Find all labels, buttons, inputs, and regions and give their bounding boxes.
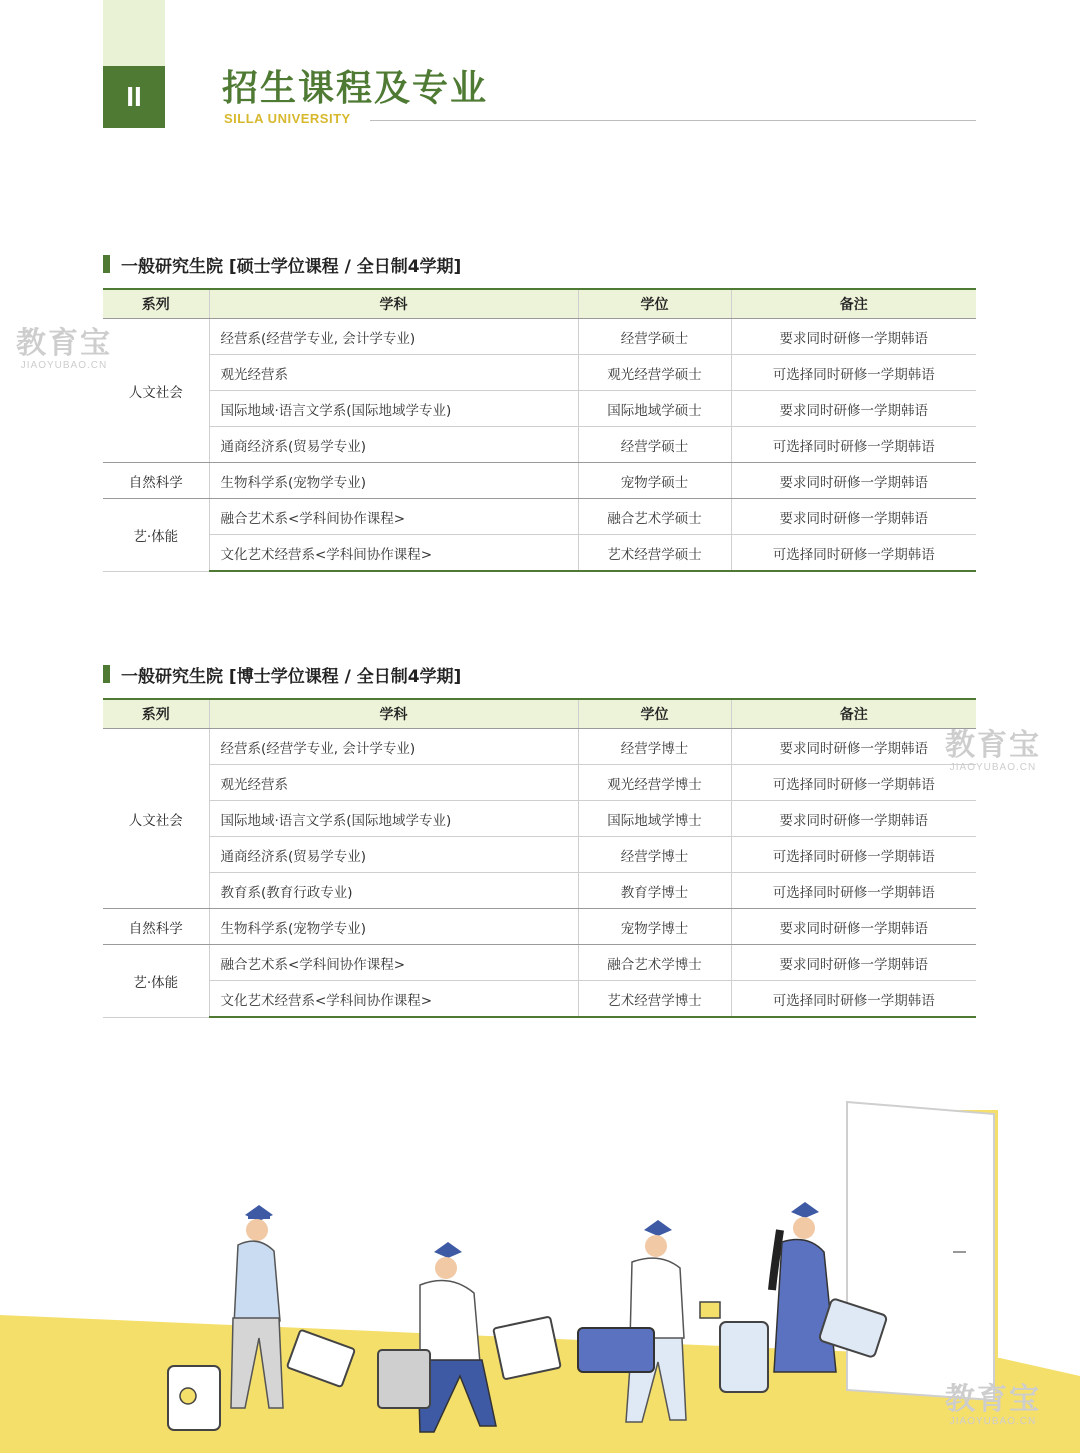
note-cell: 要求同时研修一学期韩语	[731, 909, 976, 945]
doctoral-section-heading	[103, 664, 462, 687]
note-cell: 可选择同时研修一学期韩语	[731, 355, 976, 391]
bag-icon	[578, 1328, 654, 1372]
lightbulb-icon	[180, 1388, 196, 1404]
watermark-mid-right: 教育宝 JIAOYUBAO.CN	[945, 728, 1041, 773]
title-divider	[370, 120, 976, 121]
subject-cell: 通商经济系(贸易学专业)	[209, 427, 578, 463]
note-cell: 要求同时研修一学期韩语	[731, 499, 976, 535]
subject-cell: 国际地域·语言文学系(国际地域学专业)	[209, 801, 578, 837]
graduation-cap-icon	[791, 1202, 819, 1218]
degree-cell: 经营学博士	[578, 837, 731, 873]
bag-icon	[378, 1350, 430, 1408]
col-header-series: 系列	[103, 289, 209, 319]
note-cell: 要求同时研修一学期韩语	[731, 801, 976, 837]
subject-cell: 生物科学系(宠物学专业)	[209, 909, 578, 945]
watermark-top-left: 教育宝 JIAOYUBAO.CN	[16, 326, 112, 371]
degree-cell: 宠物学博士	[578, 909, 731, 945]
box-icon	[493, 1317, 561, 1380]
note-cell: 可选择同时研修一学期韩语	[731, 535, 976, 572]
suitcase-icon	[720, 1322, 768, 1392]
graduation-cap-icon	[644, 1220, 672, 1236]
degree-cell: 融合艺术学硕士	[578, 499, 731, 535]
page-title: 招生课程及专业	[222, 68, 489, 109]
chapter-strip	[103, 0, 165, 66]
table-row	[103, 391, 976, 427]
degree-cell: 融合艺术学博士	[578, 945, 731, 981]
watermark-bottom-right: 教育宝 JIAOYUBAO.CN	[945, 1382, 1041, 1427]
degree-cell: 经营学硕士	[578, 427, 731, 463]
degree-cell: 艺术经营学硕士	[578, 535, 731, 572]
degree-cell: 国际地域学硕士	[578, 391, 731, 427]
table-row	[103, 945, 976, 981]
degree-cell: 宠物学硕士	[578, 463, 731, 499]
masters-section-heading	[103, 254, 462, 277]
table-header-row	[103, 699, 976, 729]
category-cell: 自然科学	[103, 909, 209, 945]
table-row	[103, 535, 976, 572]
subject-cell: 教育系(教育行政专业)	[209, 873, 578, 909]
category-cell: 人文社会	[103, 729, 209, 909]
table-row	[103, 729, 976, 765]
note-cell: 可选择同时研修一学期韩语	[731, 427, 976, 463]
note-cell: 要求同时研修一学期韩语	[731, 463, 976, 499]
table-header-row	[103, 289, 976, 319]
degree-cell: 教育学博士	[578, 873, 731, 909]
table-row	[103, 981, 976, 1018]
note-cell: 要求同时研修一学期韩语	[731, 391, 976, 427]
masters-heading-text: 一般研究生院 [硕士学位课程 / 全日制4学期]	[121, 256, 462, 277]
subject-cell: 观光经营系	[209, 765, 578, 801]
section-marker	[103, 255, 110, 273]
table-row	[103, 463, 976, 499]
masters-table	[103, 288, 976, 572]
note-cell: 可选择同时研修一学期韩语	[731, 837, 976, 873]
note-cell: 要求同时研修一学期韩语	[731, 319, 976, 355]
subject-cell: 生物科学系(宠物学专业)	[209, 463, 578, 499]
subject-cell: 文化艺术经营系<学科间协作课程>	[209, 535, 578, 572]
note-cell: 可选择同时研修一学期韩语	[731, 981, 976, 1018]
subject-cell: 观光经营系	[209, 355, 578, 391]
note-cell: 要求同时研修一学期韩语	[731, 945, 976, 981]
category-cell: 艺·体能	[103, 945, 209, 1018]
note-cell: 可选择同时研修一学期韩语	[731, 873, 976, 909]
table-row	[103, 873, 976, 909]
table-row	[103, 909, 976, 945]
subject-cell: 经营系(经营学专业, 会计学专业)	[209, 319, 578, 355]
doctoral-table	[103, 698, 976, 1018]
section-marker	[103, 665, 110, 683]
chapter-number: II	[103, 66, 165, 128]
subject-cell: 融合艺术系<学科间协作课程>	[209, 499, 578, 535]
note-cell: 要求同时研修一学期韩语	[731, 729, 976, 765]
table-row	[103, 499, 976, 535]
subject-cell: 通商经济系(贸易学专业)	[209, 837, 578, 873]
table-row	[103, 319, 976, 355]
category-cell: 自然科学	[103, 463, 209, 499]
subject-cell: 经营系(经营学专业, 会计学专业)	[209, 729, 578, 765]
degree-cell: 经营学博士	[578, 729, 731, 765]
table-row	[103, 355, 976, 391]
col-header-note: 备注	[731, 289, 976, 319]
col-header-subject: 学科	[209, 699, 578, 729]
col-header-note: 备注	[731, 699, 976, 729]
subject-cell: 文化艺术经营系<学科间协作课程>	[209, 981, 578, 1018]
page-subtitle: SILLA UNIVERSITY	[224, 111, 351, 126]
table-row	[103, 765, 976, 801]
table-row	[103, 801, 976, 837]
col-header-subject: 学科	[209, 289, 578, 319]
degree-cell: 观光经营学博士	[578, 765, 731, 801]
degree-cell: 经营学硕士	[578, 319, 731, 355]
category-cell: 人文社会	[103, 319, 209, 463]
degree-cell: 国际地域学博士	[578, 801, 731, 837]
note-cell: 可选择同时研修一学期韩语	[731, 765, 976, 801]
passport-icon	[700, 1302, 720, 1318]
subject-cell: 国际地域·语言文学系(国际地域学专业)	[209, 391, 578, 427]
col-header-series: 系列	[103, 699, 209, 729]
table-row	[103, 837, 976, 873]
graduates-illustration	[0, 1090, 1080, 1453]
graduation-cap-icon	[434, 1242, 462, 1258]
col-header-degree: 学位	[578, 699, 731, 729]
degree-cell: 观光经营学硕士	[578, 355, 731, 391]
doctoral-heading-text: 一般研究生院 [博士学位课程 / 全日制4学期]	[121, 666, 462, 687]
table-row	[103, 427, 976, 463]
subject-cell: 融合艺术系<学科间协作课程>	[209, 945, 578, 981]
col-header-degree: 学位	[578, 289, 731, 319]
category-cell: 艺·体能	[103, 499, 209, 572]
degree-cell: 艺术经营学博士	[578, 981, 731, 1018]
